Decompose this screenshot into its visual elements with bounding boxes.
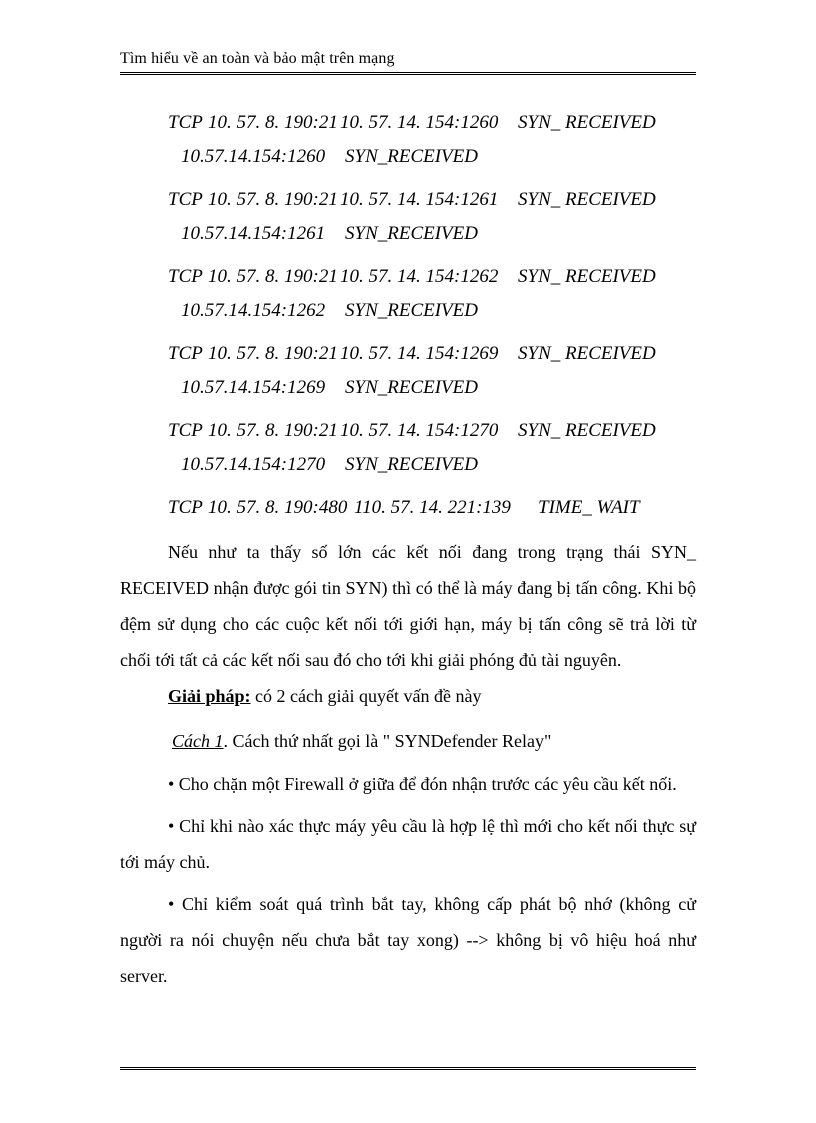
netstat-proto: TCP (168, 497, 203, 518)
netstat-state: SYN_ RECEIVED (518, 112, 656, 133)
method-text: . Cách thứ nhất gọi là " SYNDefender Relay" (223, 731, 552, 751)
bullet-text: • Chỉ kiểm soát quá trình bắt tay, không cấp phát bộ nhớ (không cử người ra nói chuyện nếu chưa bắt tay xong) --> không bị vô hiệu hoá như server. (120, 894, 696, 986)
running-header-title: Tìm hiểu về an toàn và bảo mật trên mạng (120, 50, 395, 67)
body-paragraph (120, 534, 696, 678)
netstat-foreign-address: 110. 57. 14. 221:139 (354, 497, 511, 518)
netstat-state: SYN_RECEIVED (345, 300, 478, 321)
netstat-state: SYN_ RECEIVED (518, 420, 656, 441)
netstat-address: 10.57.14.154:1262 (181, 300, 326, 321)
bullet-item (120, 766, 696, 802)
footer-rule (120, 1067, 696, 1070)
netstat-address: 10.57.14.154:1260 (181, 146, 326, 167)
netstat-state: SYN_RECEIVED (345, 223, 478, 244)
method-label: Cách 1 (172, 731, 224, 751)
netstat-state: TIME_ WAIT (538, 497, 640, 518)
netstat-local-address: 10. 57. 8. 190:21 (208, 266, 338, 287)
netstat-state: SYN_ RECEIVED (518, 266, 656, 287)
header-rule (120, 72, 696, 75)
netstat-foreign-address: 10. 57. 14. 154:1269 (340, 343, 499, 364)
netstat-state: SYN_ RECEIVED (518, 189, 656, 210)
netstat-local-address: 10. 57. 8. 190:21 (208, 112, 338, 133)
netstat-address: 10.57.14.154:1261 (181, 223, 326, 244)
netstat-foreign-address: 10. 57. 14. 154:1262 (340, 266, 499, 287)
netstat-local-address: 10. 57. 8. 190:21 (208, 420, 338, 441)
bullet-item (120, 886, 696, 994)
method-line (120, 723, 696, 759)
paragraph-text: Nếu như ta thấy số lớn các kết nối đang trong trạng thái SYN_ RECEIVED nhận được gói tin SYN) thì có thể là máy đang bị tấn công. Khi bộ đệm sử dụng cho các cuộc kết nối tới giới hạn, máy bị tấn công sẽ trả lời từ chối tới tất cả các kết nối sau đó cho tới khi giải phóng đủ tài nguyên. (120, 542, 696, 670)
netstat-address: 10.57.14.154:1270 (181, 454, 326, 475)
netstat-local-address: 10. 57. 8. 190:480 (208, 497, 348, 518)
netstat-address: 10.57.14.154:1269 (181, 377, 326, 398)
bullet-text: • Cho chặn một Firewall ở giữa để đón nhận trước các yêu cầu kết nối. (168, 774, 677, 794)
netstat-local-address: 10. 57. 8. 190:21 (208, 343, 338, 364)
netstat-foreign-address: 10. 57. 14. 154:1260 (340, 112, 499, 133)
netstat-state: SYN_ RECEIVED (518, 343, 656, 364)
netstat-proto: TCP (168, 420, 203, 441)
netstat-foreign-address: 10. 57. 14. 154:1270 (340, 420, 499, 441)
netstat-foreign-address: 10. 57. 14. 154:1261 (340, 189, 499, 210)
netstat-proto: TCP (168, 112, 203, 133)
netstat-proto: TCP (168, 266, 203, 287)
solution-line (120, 678, 696, 714)
solution-label: Giải pháp: (168, 686, 251, 706)
netstat-state: SYN_RECEIVED (345, 454, 478, 475)
netstat-state: SYN_RECEIVED (345, 146, 478, 167)
solution-text: có 2 cách giải quyết vấn đề này (250, 686, 482, 706)
netstat-local-address: 10. 57. 8. 190:21 (208, 189, 338, 210)
netstat-proto: TCP (168, 343, 203, 364)
netstat-proto: TCP (168, 189, 203, 210)
bullet-text: • Chỉ khi nào xác thực máy yêu cầu là hợp lệ thì mới cho kết nối thực sự tới máy chủ. (120, 816, 696, 872)
bullet-item (120, 808, 696, 880)
netstat-state: SYN_RECEIVED (345, 377, 478, 398)
